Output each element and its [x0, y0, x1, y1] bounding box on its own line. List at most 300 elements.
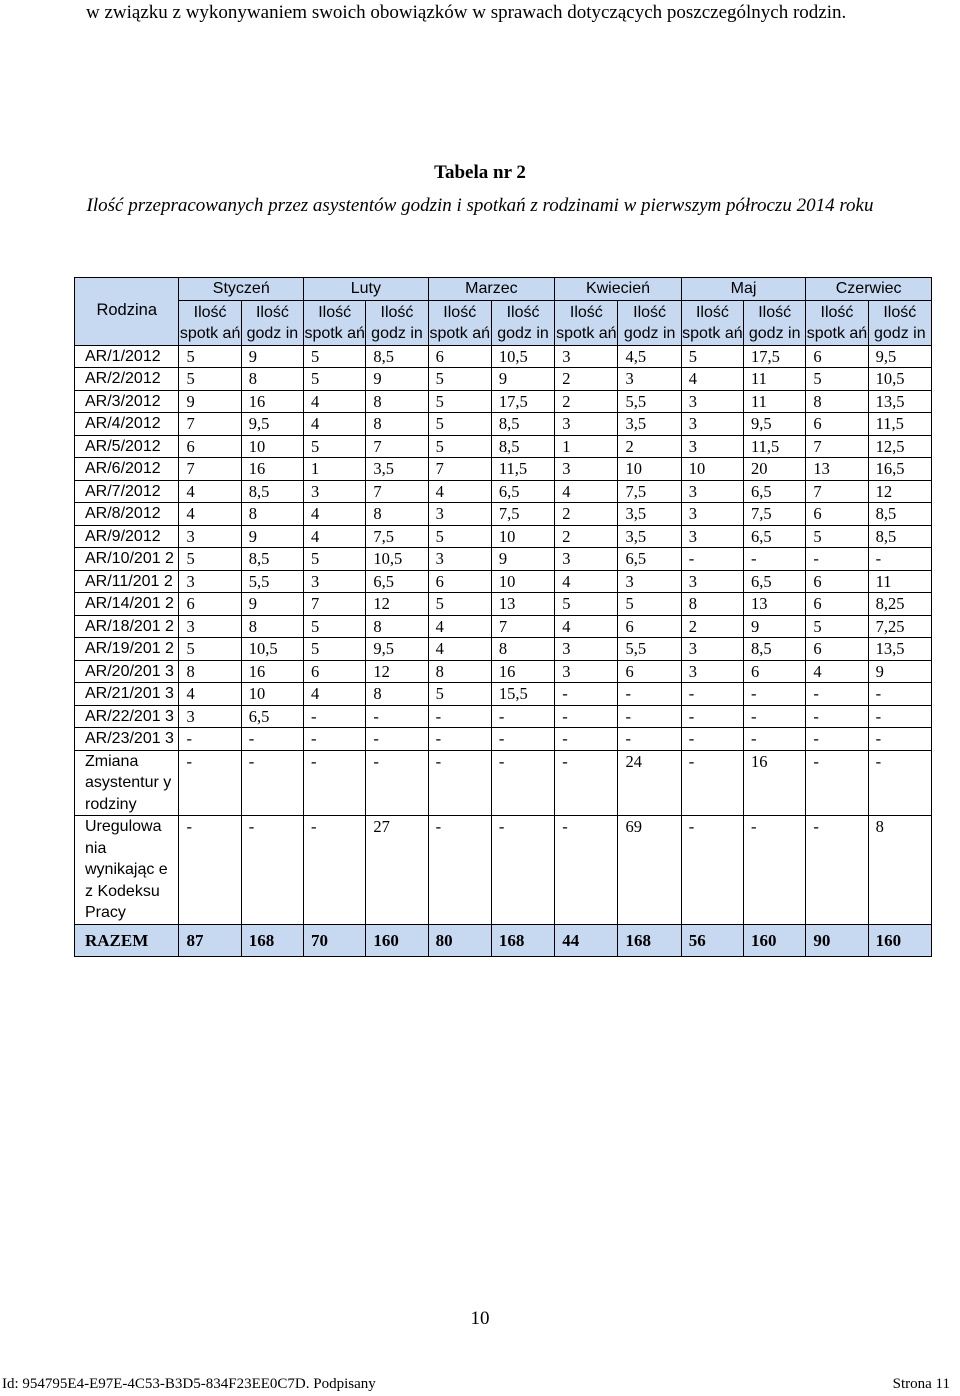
cell-ilosc-godzin: 13 — [744, 593, 806, 616]
header-ilosc-godzin: Ilość godz in — [868, 300, 931, 345]
cell-ilosc-spotkan: 2 — [555, 390, 618, 413]
cell-ilosc-spotkan: 6 — [304, 660, 366, 683]
row-label: AR/8/2012 — [75, 503, 179, 526]
cell-ilosc-godzin: - — [868, 728, 931, 751]
cell-ilosc-godzin: 7,25 — [868, 615, 931, 638]
cell-ilosc-spotkan: 4 — [304, 390, 366, 413]
cell-ilosc-spotkan: - — [428, 705, 491, 728]
cell-ilosc-spotkan: 5 — [179, 345, 241, 368]
intro-paragraph: w związku z wykonywaniem swoich obowiązków w sprawach dotyczących poszczególnych rodzin. — [86, 2, 847, 23]
table-row — [75, 525, 932, 548]
row-label: AR/20/201 3 — [75, 660, 179, 683]
cell-ilosc-godzin: 16 — [241, 390, 303, 413]
table-row — [75, 458, 932, 481]
header-ilosc-spotkan: Ilość spotk ań — [806, 300, 868, 345]
total-ilosc-spotkan: 56 — [681, 924, 743, 956]
cell-ilosc-godzin: 9,5 — [744, 413, 806, 436]
header-month: Marzec — [428, 278, 555, 301]
header-month: Styczeń — [179, 278, 304, 301]
header-ilosc-spotkan: Ilość spotk ań — [681, 300, 743, 345]
total-ilosc-spotkan: 90 — [806, 924, 868, 956]
cell-ilosc-spotkan: 4 — [179, 503, 241, 526]
cell-ilosc-spotkan: 7 — [304, 593, 366, 616]
cell-ilosc-godzin: 8,5 — [868, 525, 931, 548]
cell-ilosc-spotkan: - — [681, 683, 743, 706]
total-row — [75, 924, 932, 956]
cell-ilosc-spotkan: - — [806, 728, 868, 751]
cell-ilosc-spotkan: - — [179, 816, 241, 925]
cell-ilosc-godzin: 6,5 — [744, 525, 806, 548]
row-label: AR/3/2012 — [75, 390, 179, 413]
cell-ilosc-spotkan: - — [681, 750, 743, 816]
cell-ilosc-spotkan: 5 — [428, 368, 491, 391]
table-row — [75, 548, 932, 571]
row-label: AR/19/201 2 — [75, 638, 179, 661]
total-label: RAZEM — [75, 924, 179, 956]
header-ilosc-godzin: Ilość godz in — [744, 300, 806, 345]
cell-ilosc-godzin: 8,5 — [241, 480, 303, 503]
cell-ilosc-godzin: - — [491, 728, 554, 751]
cell-ilosc-godzin: 10,5 — [366, 548, 428, 571]
cell-ilosc-spotkan: 4 — [179, 683, 241, 706]
cell-ilosc-spotkan: 3 — [681, 503, 743, 526]
cell-ilosc-godzin: 12 — [366, 660, 428, 683]
cell-ilosc-godzin: 12,5 — [868, 435, 931, 458]
cell-ilosc-godzin: 8,5 — [366, 345, 428, 368]
cell-ilosc-spotkan: 6 — [428, 345, 491, 368]
cell-ilosc-godzin: - — [618, 728, 681, 751]
cell-ilosc-spotkan: 3 — [681, 435, 743, 458]
cell-ilosc-godzin: 8,5 — [491, 435, 554, 458]
cell-ilosc-godzin: 8 — [868, 816, 931, 925]
cell-ilosc-spotkan: 5 — [304, 435, 366, 458]
cell-ilosc-godzin: - — [868, 548, 931, 571]
cell-ilosc-spotkan: 3 — [681, 480, 743, 503]
cell-ilosc-spotkan: 5 — [179, 548, 241, 571]
cell-ilosc-spotkan: 3 — [179, 570, 241, 593]
cell-ilosc-spotkan: 5 — [428, 390, 491, 413]
cell-ilosc-spotkan: 1 — [304, 458, 366, 481]
cell-ilosc-godzin: 12 — [868, 480, 931, 503]
cell-ilosc-godzin: 16,5 — [868, 458, 931, 481]
cell-ilosc-godzin: 24 — [618, 750, 681, 816]
cell-ilosc-godzin: - — [744, 816, 806, 925]
cell-ilosc-godzin: 8,5 — [491, 413, 554, 436]
cell-ilosc-godzin: 5 — [618, 593, 681, 616]
cell-ilosc-godzin: 8 — [366, 390, 428, 413]
cell-ilosc-spotkan: - — [681, 705, 743, 728]
cell-ilosc-spotkan: - — [681, 548, 743, 571]
cell-ilosc-godzin: 3,5 — [618, 503, 681, 526]
cell-ilosc-spotkan: 3 — [179, 525, 241, 548]
cell-ilosc-spotkan: 4 — [681, 368, 743, 391]
table-row — [75, 435, 932, 458]
cell-ilosc-spotkan: 5 — [304, 368, 366, 391]
cell-ilosc-spotkan: 5 — [304, 638, 366, 661]
cell-ilosc-godzin: - — [868, 705, 931, 728]
cell-ilosc-spotkan: 6 — [806, 638, 868, 661]
header-ilosc-spotkan: Ilość spotk ań — [428, 300, 491, 345]
cell-ilosc-spotkan: - — [428, 750, 491, 816]
cell-ilosc-spotkan: - — [806, 548, 868, 571]
cell-ilosc-spotkan: 5 — [428, 413, 491, 436]
header-ilosc-spotkan: Ilość spotk ań — [179, 300, 241, 345]
header-ilosc-godzin: Ilość godz in — [241, 300, 303, 345]
footer-page-label: Strona 11 — [892, 1376, 950, 1392]
cell-ilosc-spotkan: 3 — [681, 413, 743, 436]
cell-ilosc-godzin: 6,5 — [744, 570, 806, 593]
cell-ilosc-godzin: - — [868, 683, 931, 706]
header-ilosc-spotkan: Ilość spotk ań — [555, 300, 618, 345]
cell-ilosc-godzin: 13 — [491, 593, 554, 616]
cell-ilosc-spotkan: 5 — [428, 683, 491, 706]
page-number: 10 — [470, 1308, 490, 1329]
cell-ilosc-godzin: 11,5 — [744, 435, 806, 458]
cell-ilosc-spotkan: 3 — [681, 660, 743, 683]
cell-ilosc-godzin: - — [744, 728, 806, 751]
total-ilosc-spotkan: 70 — [304, 924, 366, 956]
cell-ilosc-godzin: 10,5 — [491, 345, 554, 368]
row-label: AR/1/2012 — [75, 345, 179, 368]
cell-ilosc-godzin: - — [241, 728, 303, 751]
cell-ilosc-godzin: 8 — [241, 615, 303, 638]
cell-ilosc-spotkan: 6 — [806, 345, 868, 368]
total-ilosc-spotkan: 80 — [428, 924, 491, 956]
cell-ilosc-spotkan: - — [555, 705, 618, 728]
cell-ilosc-godzin: 7,5 — [744, 503, 806, 526]
cell-ilosc-godzin: 8 — [366, 615, 428, 638]
cell-ilosc-godzin: 27 — [366, 816, 428, 925]
row-label: Uregulowa nia wynikając e z Kodeksu Pracy — [75, 816, 179, 925]
cell-ilosc-godzin: - — [366, 750, 428, 816]
cell-ilosc-spotkan: 7 — [179, 413, 241, 436]
cell-ilosc-godzin: 8 — [241, 368, 303, 391]
cell-ilosc-godzin: 6 — [744, 660, 806, 683]
cell-ilosc-spotkan: 5 — [806, 368, 868, 391]
cell-ilosc-godzin: 10 — [491, 525, 554, 548]
cell-ilosc-spotkan: 7 — [806, 435, 868, 458]
cell-ilosc-spotkan: 10 — [681, 458, 743, 481]
cell-ilosc-godzin: 11,5 — [868, 413, 931, 436]
table-row — [75, 413, 932, 436]
cell-ilosc-spotkan: 6 — [179, 435, 241, 458]
cell-ilosc-spotkan: 3 — [681, 390, 743, 413]
cell-ilosc-spotkan: 7 — [806, 480, 868, 503]
cell-ilosc-godzin: - — [366, 705, 428, 728]
row-label: AR/2/2012 — [75, 368, 179, 391]
cell-ilosc-spotkan: 3 — [179, 705, 241, 728]
cell-ilosc-spotkan: - — [555, 816, 618, 925]
cell-ilosc-godzin: 10 — [241, 683, 303, 706]
cell-ilosc-spotkan: 3 — [304, 480, 366, 503]
cell-ilosc-spotkan: 5 — [179, 368, 241, 391]
cell-ilosc-spotkan: 4 — [304, 413, 366, 436]
header-month: Maj — [681, 278, 806, 301]
table-row — [75, 638, 932, 661]
table-row — [75, 593, 932, 616]
cell-ilosc-spotkan: - — [806, 816, 868, 925]
total-ilosc-spotkan: 87 — [179, 924, 241, 956]
cell-ilosc-spotkan: 4 — [555, 615, 618, 638]
header-month: Kwiecień — [555, 278, 682, 301]
cell-ilosc-godzin: - — [491, 750, 554, 816]
total-ilosc-godzin: 160 — [868, 924, 931, 956]
table-row — [75, 503, 932, 526]
row-label: AR/23/201 3 — [75, 728, 179, 751]
row-label: AR/9/2012 — [75, 525, 179, 548]
total-ilosc-godzin: 160 — [744, 924, 806, 956]
cell-ilosc-spotkan: 6 — [428, 570, 491, 593]
cell-ilosc-spotkan: - — [304, 816, 366, 925]
cell-ilosc-spotkan: - — [304, 750, 366, 816]
cell-ilosc-godzin: 11 — [744, 368, 806, 391]
cell-ilosc-godzin: - — [744, 548, 806, 571]
header-ilosc-godzin: Ilość godz in — [491, 300, 554, 345]
cell-ilosc-spotkan: 2 — [555, 525, 618, 548]
cell-ilosc-spotkan: 5 — [304, 345, 366, 368]
cell-ilosc-spotkan: 8 — [179, 660, 241, 683]
cell-ilosc-godzin: 10,5 — [241, 638, 303, 661]
cell-ilosc-spotkan: 6 — [179, 593, 241, 616]
cell-ilosc-godzin: 7,5 — [491, 503, 554, 526]
cell-ilosc-spotkan: 5 — [304, 548, 366, 571]
cell-ilosc-spotkan: 4 — [555, 480, 618, 503]
cell-ilosc-godzin: 9 — [241, 345, 303, 368]
cell-ilosc-godzin: - — [491, 705, 554, 728]
cell-ilosc-godzin: 8 — [366, 503, 428, 526]
data-table — [74, 277, 932, 957]
cell-ilosc-spotkan: 4 — [428, 480, 491, 503]
cell-ilosc-godzin: 12 — [366, 593, 428, 616]
cell-ilosc-spotkan: 5 — [806, 615, 868, 638]
cell-ilosc-spotkan: 3 — [681, 525, 743, 548]
cell-ilosc-spotkan: 3 — [179, 615, 241, 638]
cell-ilosc-spotkan: - — [806, 683, 868, 706]
cell-ilosc-godzin: 3,5 — [366, 458, 428, 481]
table-row — [75, 660, 932, 683]
cell-ilosc-godzin: 8,25 — [868, 593, 931, 616]
cell-ilosc-spotkan: - — [806, 705, 868, 728]
table-row — [75, 345, 932, 368]
table-row — [75, 570, 932, 593]
cell-ilosc-godzin: 11,5 — [491, 458, 554, 481]
table-caption-title: Tabela nr 2 — [434, 162, 526, 183]
cell-ilosc-godzin: 8 — [241, 503, 303, 526]
cell-ilosc-spotkan: 4 — [428, 615, 491, 638]
row-label: AR/22/201 3 — [75, 705, 179, 728]
cell-ilosc-spotkan: 8 — [806, 390, 868, 413]
cell-ilosc-spotkan: - — [179, 728, 241, 751]
cell-ilosc-godzin: 8,5 — [744, 638, 806, 661]
cell-ilosc-spotkan: 3 — [681, 570, 743, 593]
cell-ilosc-godzin: 16 — [241, 660, 303, 683]
cell-ilosc-spotkan: - — [428, 728, 491, 751]
cell-ilosc-godzin: - — [868, 750, 931, 816]
cell-ilosc-spotkan: 3 — [555, 660, 618, 683]
cell-ilosc-spotkan: - — [555, 728, 618, 751]
cell-ilosc-godzin: 15,5 — [491, 683, 554, 706]
cell-ilosc-spotkan: 4 — [304, 525, 366, 548]
cell-ilosc-spotkan: 5 — [428, 435, 491, 458]
header-month: Czerwiec — [806, 278, 932, 301]
cell-ilosc-spotkan: - — [555, 683, 618, 706]
cell-ilosc-spotkan: 3 — [555, 345, 618, 368]
cell-ilosc-godzin: 5,5 — [618, 638, 681, 661]
cell-ilosc-godzin: 7 — [491, 615, 554, 638]
cell-ilosc-godzin: 13,5 — [868, 638, 931, 661]
cell-ilosc-godzin: 9 — [366, 368, 428, 391]
total-ilosc-godzin: 168 — [241, 924, 303, 956]
header-ilosc-godzin: Ilość godz in — [366, 300, 428, 345]
cell-ilosc-spotkan: 7 — [179, 458, 241, 481]
cell-ilosc-spotkan: 3 — [428, 548, 491, 571]
cell-ilosc-godzin: - — [618, 683, 681, 706]
cell-ilosc-godzin: 8 — [366, 683, 428, 706]
cell-ilosc-godzin: - — [618, 705, 681, 728]
cell-ilosc-spotkan: 3 — [555, 548, 618, 571]
cell-ilosc-spotkan: 3 — [555, 638, 618, 661]
cell-ilosc-godzin: 8 — [491, 638, 554, 661]
cell-ilosc-godzin: 7 — [366, 435, 428, 458]
cell-ilosc-godzin: 6,5 — [744, 480, 806, 503]
cell-ilosc-godzin: 16 — [491, 660, 554, 683]
cell-ilosc-godzin: 5,5 — [618, 390, 681, 413]
cell-ilosc-godzin: 7,5 — [618, 480, 681, 503]
cell-ilosc-godzin: 69 — [618, 816, 681, 925]
cell-ilosc-spotkan: 7 — [428, 458, 491, 481]
cell-ilosc-spotkan: 8 — [681, 593, 743, 616]
cell-ilosc-spotkan: 4 — [304, 683, 366, 706]
cell-ilosc-spotkan: 3 — [681, 638, 743, 661]
row-label: AR/14/201 2 — [75, 593, 179, 616]
cell-ilosc-godzin: 9,5 — [241, 413, 303, 436]
table-row — [75, 683, 932, 706]
footer-document-id: Id: 954795E4-E97E-4C53-B3D5-834F23EE0C7D. Podpisany — [2, 1376, 376, 1392]
cell-ilosc-spotkan: 4 — [555, 570, 618, 593]
cell-ilosc-godzin: - — [241, 816, 303, 925]
total-ilosc-godzin: 168 — [618, 924, 681, 956]
cell-ilosc-spotkan: - — [304, 728, 366, 751]
cell-ilosc-spotkan: - — [681, 816, 743, 925]
table-row — [75, 728, 932, 751]
cell-ilosc-spotkan: 4 — [304, 503, 366, 526]
cell-ilosc-spotkan: 6 — [806, 503, 868, 526]
cell-ilosc-spotkan: 1 — [555, 435, 618, 458]
cell-ilosc-spotkan: 6 — [806, 570, 868, 593]
cell-ilosc-spotkan: 2 — [555, 368, 618, 391]
cell-ilosc-godzin: 9 — [241, 525, 303, 548]
cell-ilosc-spotkan: - — [304, 705, 366, 728]
cell-ilosc-godzin: 17,5 — [744, 345, 806, 368]
cell-ilosc-godzin: - — [491, 816, 554, 925]
cell-ilosc-spotkan: 9 — [179, 390, 241, 413]
cell-ilosc-spotkan: 5 — [681, 345, 743, 368]
cell-ilosc-godzin: 6,5 — [491, 480, 554, 503]
row-label: AR/5/2012 — [75, 435, 179, 458]
cell-ilosc-godzin: 6,5 — [366, 570, 428, 593]
cell-ilosc-godzin: 6 — [618, 615, 681, 638]
cell-ilosc-godzin: 7,5 — [366, 525, 428, 548]
total-ilosc-spotkan: 44 — [555, 924, 618, 956]
cell-ilosc-spotkan: 3 — [428, 503, 491, 526]
cell-ilosc-spotkan: - — [428, 816, 491, 925]
table-row — [75, 750, 932, 816]
cell-ilosc-godzin: 8,5 — [868, 503, 931, 526]
cell-ilosc-spotkan: 5 — [304, 615, 366, 638]
cell-ilosc-godzin: 10,5 — [868, 368, 931, 391]
cell-ilosc-spotkan: 8 — [428, 660, 491, 683]
month-header-row — [75, 278, 932, 301]
cell-ilosc-spotkan: 4 — [428, 638, 491, 661]
table-row — [75, 615, 932, 638]
cell-ilosc-spotkan: 2 — [555, 503, 618, 526]
cell-ilosc-godzin: 9 — [241, 593, 303, 616]
cell-ilosc-spotkan: 5 — [428, 593, 491, 616]
cell-ilosc-godzin: 6,5 — [241, 705, 303, 728]
cell-ilosc-godzin: 3,5 — [618, 413, 681, 436]
cell-ilosc-godzin: 3 — [618, 570, 681, 593]
row-label: Zmiana asystentur y rodziny — [75, 750, 179, 816]
cell-ilosc-godzin: 10 — [618, 458, 681, 481]
table-row — [75, 390, 932, 413]
cell-ilosc-godzin: - — [744, 683, 806, 706]
header-ilosc-spotkan: Ilość spotk ań — [304, 300, 366, 345]
cell-ilosc-godzin: - — [241, 750, 303, 816]
cell-ilosc-godzin: 9 — [744, 615, 806, 638]
cell-ilosc-spotkan: 5 — [555, 593, 618, 616]
cell-ilosc-spotkan: - — [179, 750, 241, 816]
cell-ilosc-godzin: 7 — [366, 480, 428, 503]
table-row — [75, 816, 932, 925]
header-ilosc-godzin: Ilość godz in — [618, 300, 681, 345]
cell-ilosc-godzin: 4,5 — [618, 345, 681, 368]
row-label: AR/18/201 2 — [75, 615, 179, 638]
cell-ilosc-godzin: 16 — [241, 458, 303, 481]
cell-ilosc-godzin: 9,5 — [868, 345, 931, 368]
table-caption-subtitle: Ilość przepracowanych przez asystentów godzin i spotkań z rodzinami w pierwszym półroczu 2014 roku — [86, 195, 874, 216]
table-row — [75, 705, 932, 728]
cell-ilosc-godzin: 9 — [491, 548, 554, 571]
header-month: Luty — [304, 278, 429, 301]
cell-ilosc-spotkan: - — [555, 750, 618, 816]
cell-ilosc-spotkan: 13 — [806, 458, 868, 481]
cell-ilosc-godzin: 9 — [868, 660, 931, 683]
cell-ilosc-godzin: 10 — [491, 570, 554, 593]
cell-ilosc-spotkan: 6 — [806, 413, 868, 436]
cell-ilosc-godzin: 11 — [744, 390, 806, 413]
row-label: AR/7/2012 — [75, 480, 179, 503]
cell-ilosc-spotkan: - — [681, 728, 743, 751]
cell-ilosc-godzin: 2 — [618, 435, 681, 458]
table-row — [75, 368, 932, 391]
total-ilosc-godzin: 168 — [491, 924, 554, 956]
cell-ilosc-godzin: 6 — [618, 660, 681, 683]
cell-ilosc-spotkan: 4 — [806, 660, 868, 683]
cell-ilosc-godzin: - — [744, 705, 806, 728]
cell-ilosc-godzin: - — [366, 728, 428, 751]
cell-ilosc-godzin: 8,5 — [241, 548, 303, 571]
cell-ilosc-godzin: 8 — [366, 413, 428, 436]
row-label: AR/10/201 2 — [75, 548, 179, 571]
cell-ilosc-spotkan: 3 — [304, 570, 366, 593]
cell-ilosc-spotkan: 3 — [555, 413, 618, 436]
cell-ilosc-godzin: 20 — [744, 458, 806, 481]
row-label: AR/6/2012 — [75, 458, 179, 481]
cell-ilosc-spotkan: 2 — [681, 615, 743, 638]
cell-ilosc-spotkan: 5 — [428, 525, 491, 548]
sub-header-row — [75, 300, 932, 345]
cell-ilosc-godzin: 3 — [618, 368, 681, 391]
